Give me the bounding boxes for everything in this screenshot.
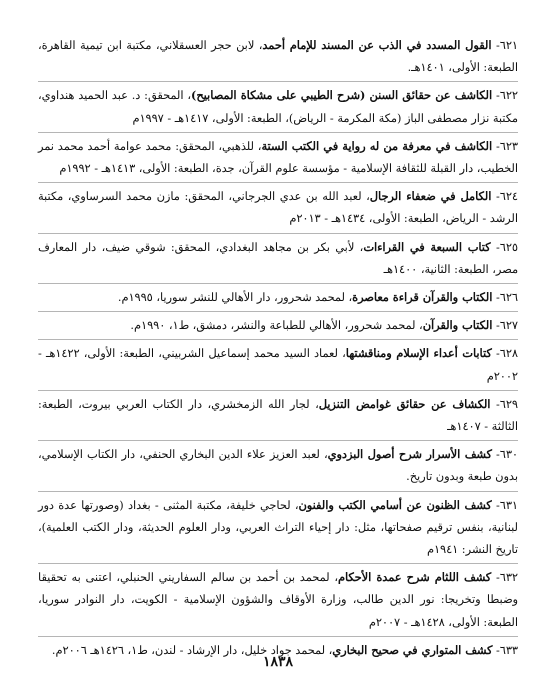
entry-details: ، لمحمد بن أحمد بن سالم السفاريني الحنبلي، اعتنى به تحقيقا وضبطا وتخريجا: نور الدين طالب، وزارة الأوقاف والشؤون الإسلامية - الكويت، دار النوادر سوريا، الطبعة: الأولى، ١٤٢٨هـ - ٢٠٠٧م: [38, 571, 518, 629]
entry-number: ٦٢٩-: [490, 397, 518, 411]
entry-details: ، المحقق: د. عبد الحميد هنداوي، مكتبة نزار مصطفى الباز (مكة المكرمة - الرياض)، الطبعة: الأولى، ١٤١٧هـ - ١٩٩٧م: [38, 89, 518, 125]
entry-divider: [38, 440, 518, 441]
entry-title: كشف المتواري في صحيح البخاري: [332, 642, 493, 657]
entry-details: ، لجار الله الزمخشري، دار الكتاب العربي بيروت، الطبعة: الثالثة - ١٤٠٧هـ: [38, 397, 518, 434]
entry-divider: [38, 563, 518, 564]
entry-title: الكتاب والقرآن: [422, 318, 493, 333]
entry-number: ٦٢٣-: [492, 139, 518, 153]
entry-divider: [38, 311, 518, 312]
entry-title: كشف الأسرار شرح أصول البزدوي: [327, 447, 492, 462]
entry-title: الكامل في ضعفاء الرجال: [369, 189, 492, 204]
bibliography-entry: [38, 494, 518, 562]
entry-details: ، لعبد العزيز علاء الدين البخاري الحنفي، دار الكتاب الإسلامي، بدون طبعة وبدون تاريخ.: [38, 448, 518, 484]
bibliography-entry: [38, 84, 518, 129]
entry-number: ٦٢١-: [491, 39, 518, 52]
entry-number: ٦٣٣-: [492, 643, 518, 657]
entry-title: كتابات أعداء الإسلام ومناقشتها: [345, 346, 492, 361]
entry-divider: [38, 283, 518, 284]
bibliography-entry: [38, 342, 518, 387]
entry-number: ٦٢٧-: [492, 319, 518, 333]
entry-number: ٦٢٥-: [490, 240, 518, 254]
entry-divider: [38, 182, 518, 183]
entry-details: ، لابن حجر العسقلاني، مكتبة ابن تيمية القاهرة، الطبعة: الأولى، ١٤٠١هـ.: [38, 39, 518, 75]
entry-details: ، لمحمد شحرور، الأهالي للطباعة والنشر، دمشق، ط١، ١٩٩٠م.: [130, 319, 423, 333]
entry-divider: [38, 491, 518, 492]
page-number: ١٨٣٨: [262, 654, 294, 670]
entry-details: ، لحاجي خليفة، مكتبة المثنى - بغداد (وصورتها عدة دور لبنانية، بنفس ترقيم صفحاتها، مثل: دار إحياء التراث العربي، ودار العلوم الحديثة، ودار الكتب العلمية)، تاريخ النشر: ١٩٤١م: [38, 498, 518, 557]
bibliography-entry: [38, 286, 518, 309]
bibliography-entry: [38, 34, 518, 79]
entry-number: ٦٢٢-: [492, 89, 518, 103]
bibliography-entry: [38, 393, 518, 438]
entry-divider: [38, 233, 518, 234]
bibliography-entry: [38, 135, 518, 180]
entry-divider: [38, 390, 518, 391]
entry-number: ٦٢٨-: [491, 347, 518, 361]
bibliography-list: [38, 34, 518, 662]
entry-divider: [38, 339, 518, 340]
entry-details: ، لمحمد جواد خليل، دار الإرشاد - لندن، ط١، ١٤٢٦هـ ٢٠٠٦م.: [51, 643, 333, 657]
entry-details: ، لعبد الله بن عدي الجرجاني، المحقق: مازن محمد السرساوي، مكتبة الرشد - الرياض، الطبعة: الأولى، ١٤٣٤هـ - ٢٠١٣م: [38, 190, 518, 226]
bibliography-entry: [38, 236, 518, 281]
entry-divider: [38, 636, 518, 637]
entry-title: الكشاف عن حقائق غوامض التنزيل: [318, 396, 491, 411]
entry-number: ٦٣١-: [491, 498, 518, 512]
entry-number: ٦٢٦-: [492, 291, 518, 305]
entry-title: كشف اللثام شرح عمدة الأحكام: [337, 570, 492, 585]
bibliography-entry: [38, 443, 518, 488]
entry-title: الكتاب والقرآن قراءة معاصرة: [352, 290, 493, 305]
bibliography-entry: [38, 185, 518, 230]
entry-number: ٦٢٤-: [491, 190, 518, 204]
bibliography-entry: [38, 314, 518, 337]
entry-title: الكاشف عن حقائق السنن (شرح الطيبي على مشكاة المصابيح): [191, 88, 493, 103]
entry-details: ، لمحمد شحرور، دار الأهالي للنشر سوريا، ١٩٩٥م.: [117, 291, 353, 305]
entry-title: القول المسدد في الذب عن المسند للإمام أحمد: [262, 38, 492, 52]
entry-divider: [38, 132, 518, 133]
bibliography-entry: [38, 566, 518, 634]
entry-divider: [38, 81, 518, 82]
entry-title: الكاشف في معرفة من له رواية في الكتب الستة: [261, 138, 493, 153]
entry-details: ، لأبي بكر بن مجاهد البغدادي، المحقق: شوقي ضيف، دار المعارف مصر، الطبعة: الثانية، ١٤٠٠هـ: [38, 240, 518, 276]
entry-title: كشف الظنون عن أسامي الكتب والفنون: [298, 497, 492, 512]
entry-details: ، لعماد السيد محمد إسماعيل الشربيني، الطبعة: الأولى، ١٤٢٢هـ - ٢٠٠٢م: [38, 347, 518, 383]
entry-number: ٦٣٠-: [491, 448, 518, 462]
entry-title: كتاب السبعة في القراءات: [363, 239, 491, 254]
entry-number: ٦٣٢-: [491, 571, 518, 585]
entry-details: ، للذهبي، المحقق: محمد عوامة أحمد محمد نمر الخطيب، دار القبلة للثقافة الإسلامية - مؤسسة علوم القرآن، جدة، الطبعة: الأولى، ١٤١٣هـ - ١٩٩٢م: [38, 139, 518, 176]
